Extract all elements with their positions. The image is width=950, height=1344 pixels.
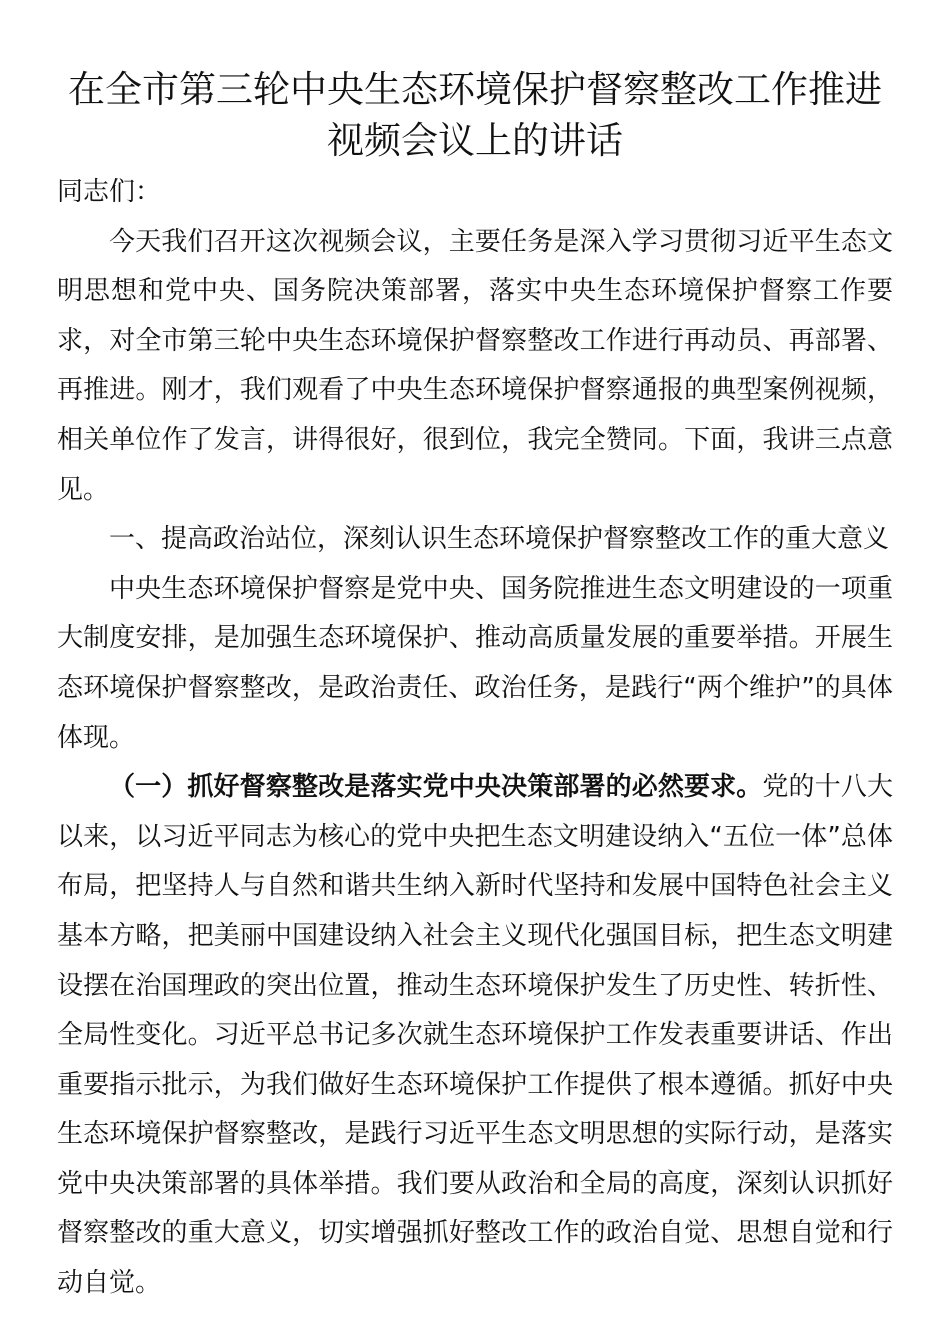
document-title: 在全市第三轮中央生态环境保护督察整改工作推进视频会议上的讲话 bbox=[68, 68, 882, 162]
subsection-1-heading: （一）抓好督察整改是落实党中央决策部署的必然要求。 bbox=[109, 772, 763, 803]
subsection-1-paragraph bbox=[57, 763, 893, 1309]
subsection-1-body: 党的十八大以来，以习近平同志为核心的党中央把生态文明建设纳入“五位一体”总体布局，把坚持人与自然和谐共生纳入新时代坚持和发展中国特色社会主义基本方略，把美丽中国建设纳入社会主义现代化强国目标，把生态文明建设摆在治国理政的突出位置，推动生态环境保护发生了历史性、转折性、全局性变化。习近平总书记多次就生态环境保护工作发表重要讲话、作出重要指示批示，为我们做好生态环境保护工作提供了根本遵循。抓好中央生态环境保护督察整改，是践行习近平生态文明思想的实际行动，是落实党中央决策部署的具体举措。我们要从政治和全局的高度，深刻认识抓好督察整改的重大意义，切实增强抓好整改工作的政治自觉、思想自觉和行动自觉。 bbox=[57, 772, 893, 1299]
salutation: 同志们： bbox=[57, 177, 162, 207]
document-page bbox=[57, 64, 893, 1309]
section-heading-1: 一、提高政治站位，深刻认识生态环境保护督察整改工作的重大意义 bbox=[109, 524, 890, 555]
opening-paragraph: 今天我们召开这次视频会议，主要任务是深入学习贯彻习近平生态文明思想和党中央、国务院决策部署，落实中央生态环境保护督察工作要求，对全市第三轮中央生态环境保护督察整改工作进行再动员、再部署、再推进。刚才，我们观看了中央生态环境保护督察通报的典型案例视频，相关单位作了发言，讲得很好，很到位，我完全赞同。下面，我讲三点意见。 bbox=[57, 226, 893, 505]
section-1-paragraph: 中央生态环境保护督察是党中央、国务院推进生态文明建设的一项重大制度安排，是加强生态环境保护、推动高质量发展的重要举措。开展生态环境保护督察整改，是政治责任、政治任务，是践行“两个维护”的具体体现。 bbox=[57, 573, 893, 753]
